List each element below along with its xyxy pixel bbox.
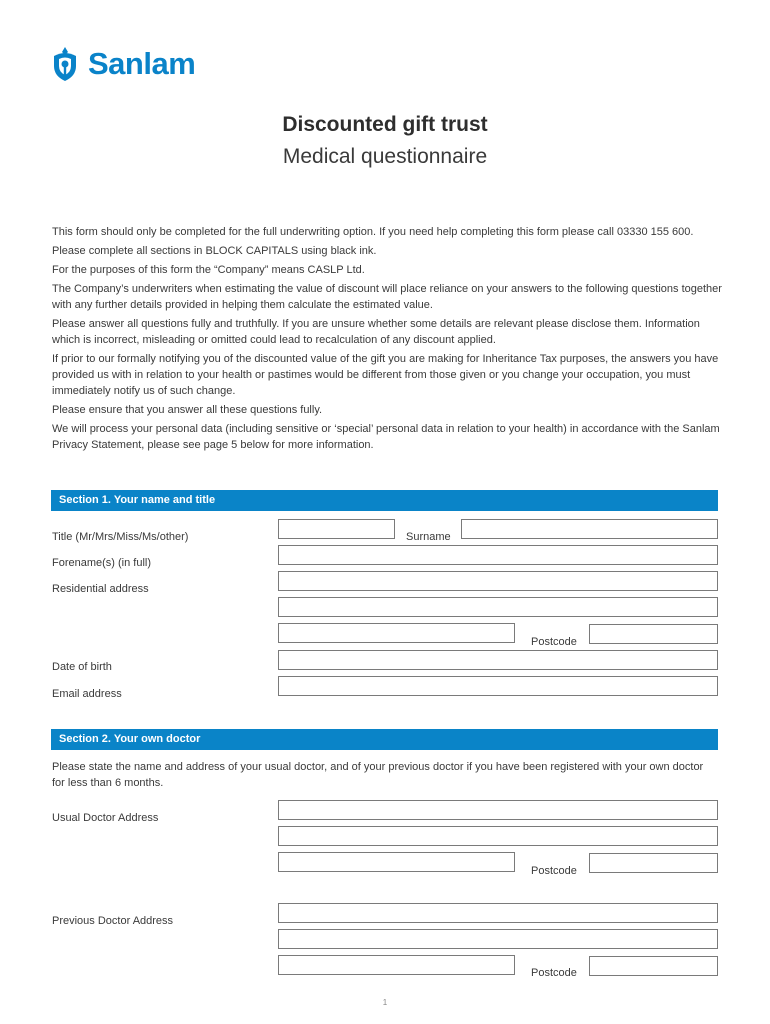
postcode-input[interactable] [589, 624, 718, 644]
previous-doctor-line2-input[interactable] [278, 929, 718, 949]
previous-doctor-line3-input[interactable] [278, 955, 515, 975]
title-label: Title (Mr/Mrs/Miss/Ms/other) [52, 531, 189, 543]
email-input[interactable] [278, 676, 718, 696]
previous-doctor-line1-input[interactable] [278, 903, 718, 923]
address-line1-input[interactable] [278, 571, 718, 591]
intro-paragraph: If prior to our formally notifying you of the discounted value of the gift you are making for Inheritance Tax purposes, the answers you have provided us with in relation to your health or pastimes would be different from those given or you change your occupation, you must immediately notify us of such change. [52, 353, 719, 397]
surname-label: Surname [406, 531, 451, 543]
page-number: 1 [382, 998, 388, 1007]
email-label: Email address [52, 688, 122, 700]
address-line2-input[interactable] [278, 597, 718, 617]
intro-paragraph: Please answer all questions fully and truthfully. If you are unsure whether some details are relevant please disclose them. Information which is incorrect, misleading or omitted could lead to recalculation of any discount applied. [52, 318, 700, 346]
intro-text [52, 224, 724, 456]
previous-postcode-input[interactable] [589, 956, 718, 976]
previous-postcode-label: Postcode [531, 967, 577, 979]
forenames-label: Forename(s) (in full) [52, 557, 152, 569]
intro-paragraph: The Company’s underwriters when estimating the value of discount will place reliance on your answers to the following questions together with any further details provided in helping them calculate the estimated value. [52, 283, 722, 311]
usual-doctor-label: Usual Doctor Address [52, 812, 159, 824]
section2-heading: Section 2. Your own doctor [51, 729, 718, 750]
dob-input[interactable] [278, 650, 718, 670]
usual-postcode-input[interactable] [589, 853, 718, 873]
page-subtitle: Medical questionnaire [282, 145, 488, 168]
sanlam-shield-icon [50, 46, 80, 82]
intro-paragraph: Please ensure that you answer all these questions fully. [52, 404, 323, 416]
sanlam-logo [50, 44, 220, 86]
usual-doctor-line1-input[interactable] [278, 800, 718, 820]
usual-doctor-line3-input[interactable] [278, 852, 515, 872]
previous-doctor-label: Previous Doctor Address [52, 915, 174, 927]
address-line3-input[interactable] [278, 623, 515, 643]
surname-input[interactable] [461, 519, 718, 539]
title-input[interactable] [278, 519, 395, 539]
brand-name: Sanlam [88, 46, 196, 81]
dob-label: Date of birth [52, 661, 112, 673]
intro-paragraph: Please complete all sections in BLOCK CAPITALS using black ink. [52, 245, 377, 257]
postcode-label: Postcode [531, 636, 577, 648]
section1-heading: Section 1. Your name and title [51, 490, 718, 511]
doctor-instructions: Please state the name and address of your usual doctor, and of your previous doctor if you have been registered with your own doctor for less than 6 months. [52, 761, 704, 789]
usual-doctor-line2-input[interactable] [278, 826, 718, 846]
intro-paragraph: This form should only be completed for the full underwriting option. If you need help completing this form please call 03330 155 600. [52, 226, 694, 238]
residential-address-label: Residential address [52, 583, 149, 595]
page-title: Discounted gift trust [282, 113, 488, 136]
forenames-input[interactable] [278, 545, 718, 565]
intro-paragraph: We will process your personal data (including sensitive or ‘special’ personal data in relation to your health) in accordance with the Sanlam Privacy Statement, please see page 5 below for more information. [52, 423, 720, 451]
intro-paragraph: For the purposes of this form the “Company” means CASLP Ltd. [52, 264, 365, 276]
usual-postcode-label: Postcode [531, 865, 577, 877]
